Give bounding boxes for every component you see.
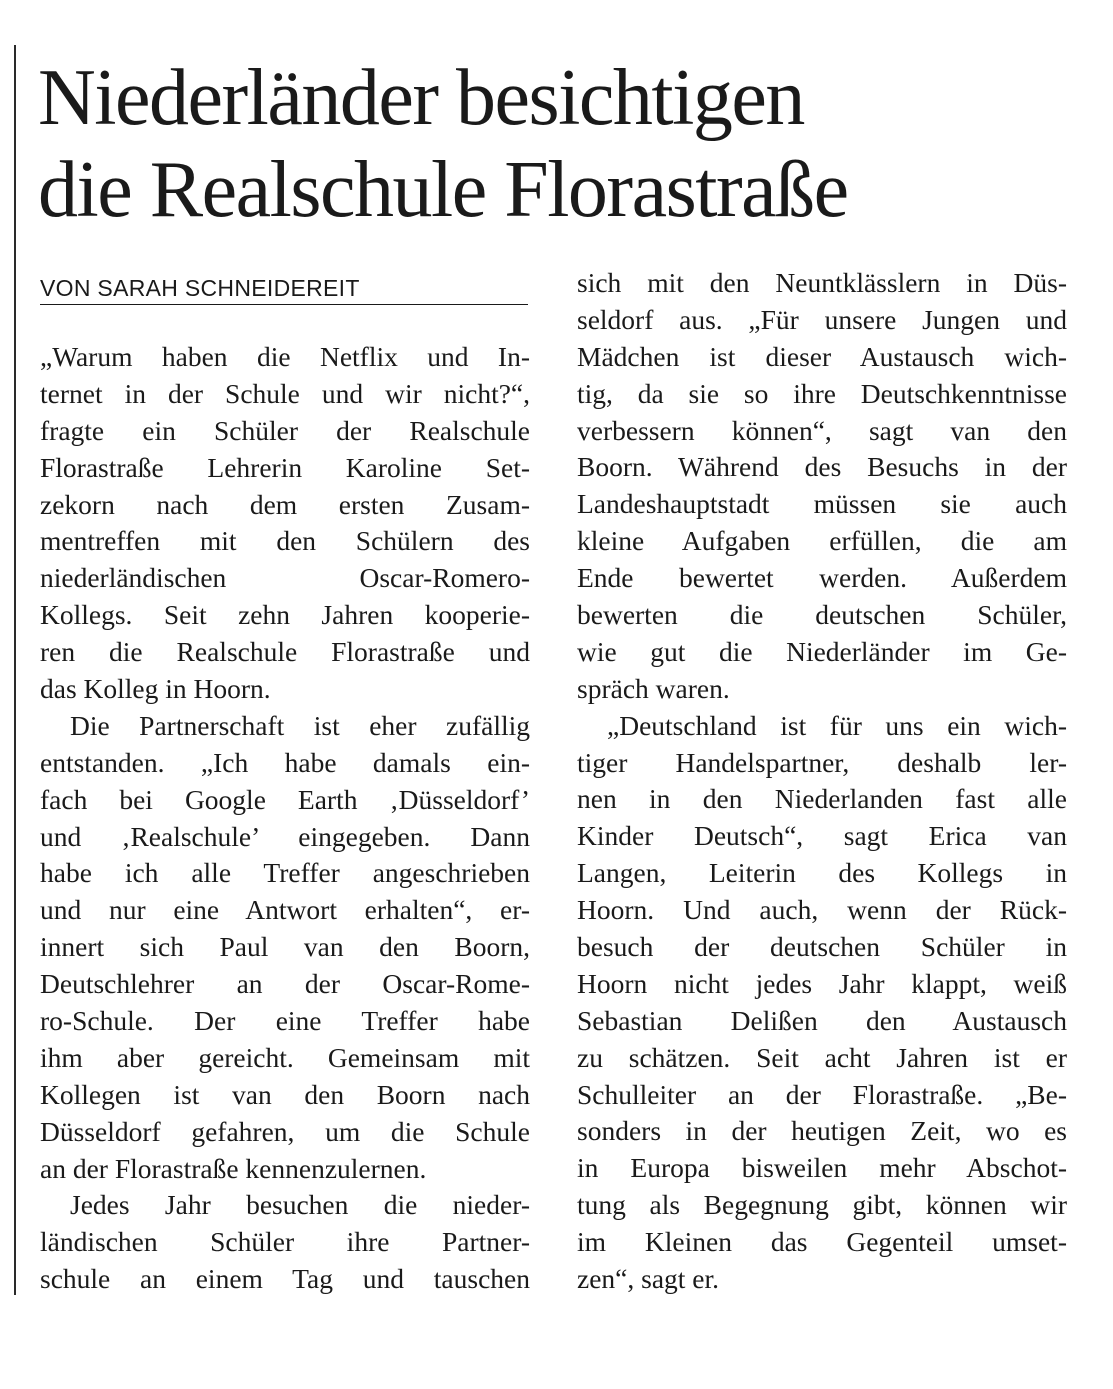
text-line: zekorn nach dem ersten Zusam- (40, 488, 530, 520)
text-line: Schulleiter an der Florastraße. „Be- (577, 1078, 1067, 1110)
text-line: tiger Handelspartner, deshalb ler- (577, 746, 1067, 778)
text-line: innert sich Paul van den Boorn, (40, 931, 530, 963)
text-line: tig, da sie so ihre Deutschkenntnisse (577, 377, 1067, 409)
text-line: sich mit den Neuntklässlern in Düs- (577, 267, 1067, 298)
text-line: im Kleinen das Gegenteil umset- (577, 1226, 1067, 1258)
text-line: Mädchen ist dieser Austausch wich- (577, 340, 1067, 372)
text-line: Kinder Deutsch“, sagt Erica van (577, 820, 1067, 852)
text-line: seldorf aus. „Für unsere Jungen und (577, 303, 1067, 335)
headline-line-2: die Realschule Florastraße (38, 146, 848, 234)
text-line: Sebastian Delißen den Austausch (577, 1004, 1067, 1036)
text-line: „Warum haben die Netflix und In- (40, 341, 530, 372)
text-line: ihm aber gereicht. Gemeinsam mit (40, 1041, 530, 1073)
text-line: Boorn. Während des Besuchs in der (577, 451, 1067, 483)
text-line: zu schätzen. Seit acht Jahren ist er (577, 1041, 1067, 1073)
text-line: an der Florastraße kennenzulernen. (40, 1152, 427, 1184)
article-column-right (577, 265, 1067, 1298)
text-line: besuch der deutschen Schüler in (577, 931, 1067, 963)
byline: VON SARAH SCHNEIDEREIT (40, 274, 528, 305)
text-line: ren die Realschule Florastraße und (40, 636, 530, 668)
text-line: mentreffen mit den Schülern des (40, 525, 530, 557)
text-line: ländischen Schüler ihre Partner- (40, 1226, 530, 1258)
column-rule (14, 45, 16, 1295)
text-line: Kollegen ist van den Boorn nach (40, 1078, 530, 1110)
text-line: Die Partnerschaft ist eher zufällig (70, 709, 530, 741)
text-line: niederländischen Oscar-Romero- (40, 562, 530, 594)
text-line: ternet in der Schule und wir nicht?“, (40, 377, 530, 409)
text-line: Deutschlehrer an der Oscar-Rome- (40, 968, 530, 1000)
text-line: bewerten die deutschen Schüler, (577, 599, 1067, 631)
text-line: schule an einem Tag und tauschen (40, 1263, 530, 1295)
text-line: entstanden. „Ich habe damals ein- (40, 746, 530, 778)
text-line: Kollegs. Seit zehn Jahren kooperie- (40, 599, 530, 631)
headline (38, 52, 1078, 236)
text-line: das Kolleg in Hoorn. (40, 673, 271, 705)
text-line: sonders in der heutigen Zeit, wo es (577, 1115, 1067, 1147)
text-line: verbessern können“, sagt van den (577, 414, 1067, 446)
text-line: Hoorn nicht jedes Jahr klappt, weiß (577, 967, 1067, 999)
text-line: habe ich alle Treffer angeschrieben (40, 857, 530, 889)
text-line: Landeshauptstadt müssen sie auch (577, 488, 1067, 520)
text-line: ro-Schule. Der eine Treffer habe (40, 1005, 530, 1037)
headline-line-1: Niederländer besichtigen (38, 54, 804, 142)
text-line: Jedes Jahr besuchen die nieder- (70, 1189, 530, 1221)
text-line: fach bei Google Earth ‚Düsseldorf’ (40, 783, 530, 815)
text-line: zen“, sagt er. (577, 1263, 720, 1295)
text-line: Hoorn. Und auch, wenn der Rück- (577, 894, 1067, 926)
text-line: Ende bewertet werden. Außerdem (577, 562, 1067, 594)
text-line: fragte ein Schüler der Realschule (40, 414, 530, 446)
text-line: wie gut die Niederländer im Ge- (577, 635, 1067, 667)
text-line: nen in den Niederlanden fast alle (577, 783, 1067, 815)
text-line: Düsseldorf gefahren, um die Schule (40, 1115, 530, 1147)
text-line: „Deutschland ist für uns ein wich- (607, 709, 1067, 741)
text-line: tung als Begegnung gibt, können wir (577, 1189, 1067, 1221)
text-line: spräch waren. (577, 672, 730, 704)
article-column-left (40, 339, 530, 1298)
text-line: und nur eine Antwort erhalten“, er- (40, 894, 530, 926)
text-line: kleine Aufgaben erfüllen, die am (577, 525, 1067, 557)
text-line: und ‚Realschule’ eingegeben. Dann (40, 820, 530, 852)
text-line: in Europa bisweilen mehr Abschot- (577, 1152, 1067, 1184)
text-line: Langen, Leiterin des Kollegs in (577, 857, 1067, 889)
text-line: Florastraße Lehrerin Karoline Set- (40, 451, 530, 483)
